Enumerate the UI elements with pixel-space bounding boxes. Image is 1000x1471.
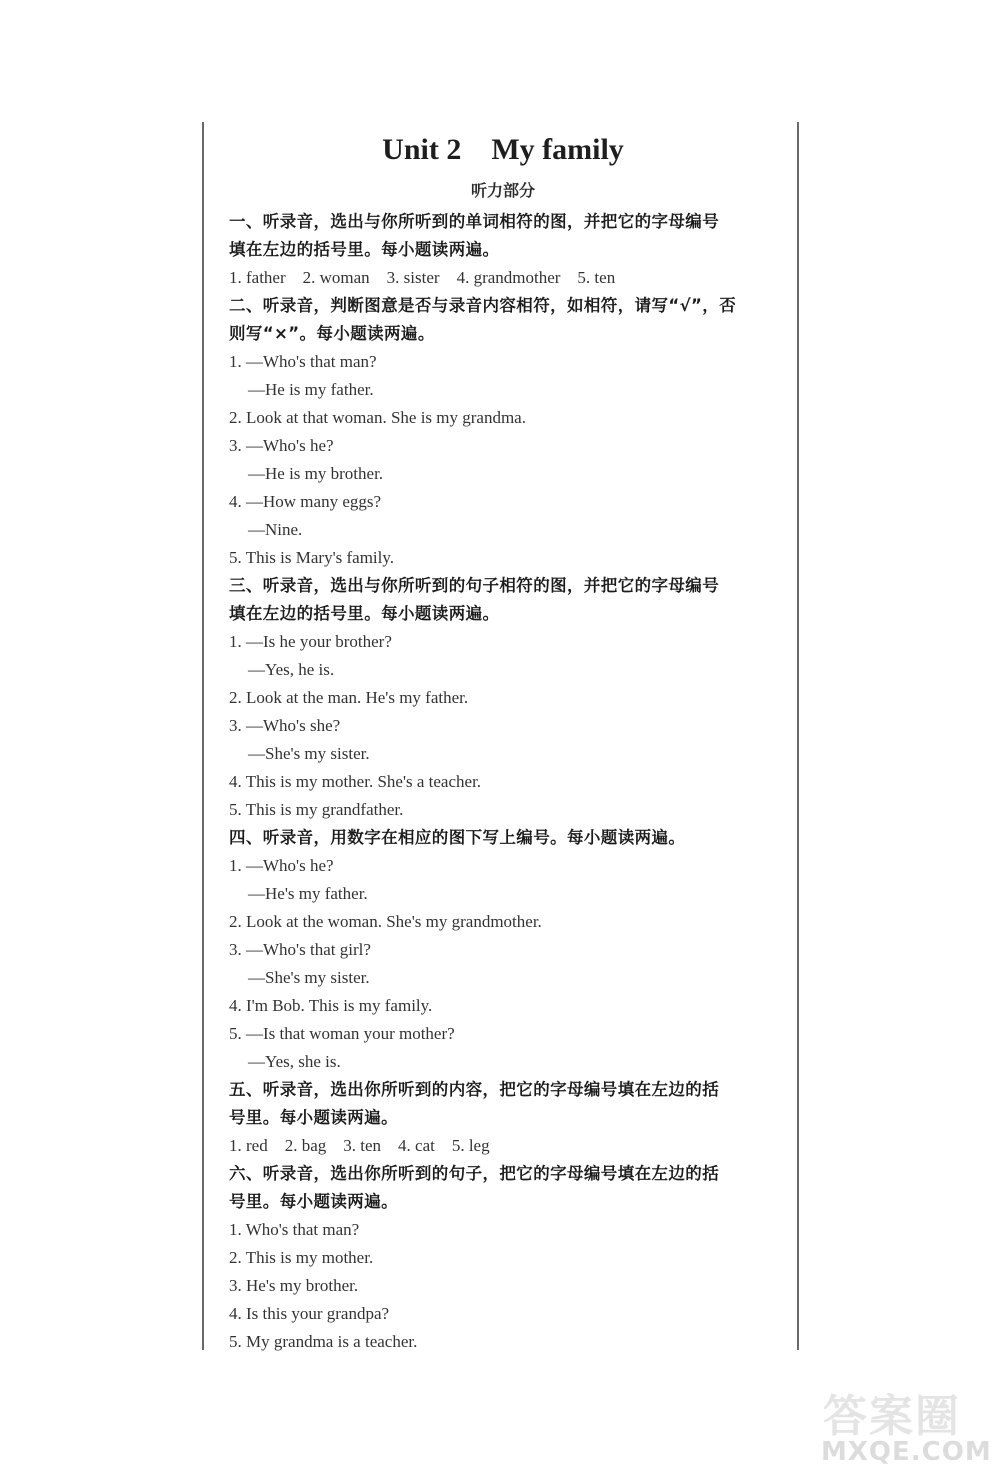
transcript-line: 2. This is my mother. [229, 1248, 374, 1267]
transcript-line: 3. —Who's he? [229, 436, 334, 455]
exercise-section [229, 292, 777, 572]
transcript-line: 5. This is Mary's family. [229, 548, 395, 567]
transcript-line: —He's my father. [248, 884, 368, 903]
transcript-line: 1. father 2. woman 3. sister 4. grandmother 5. ten [229, 268, 616, 287]
section-heading: 一、听录音，选出与你所听到的单词相符的图，并把它的字母编号 [229, 212, 720, 231]
transcript-line: 4. This is my mother. She's a teacher. [229, 772, 482, 791]
transcript-line: —He is my brother. [248, 464, 384, 483]
section-heading: 号里。每小题读两遍。 [229, 1108, 398, 1127]
section-heading: 填在左边的括号里。每小题读两遍。 [229, 604, 500, 623]
transcript-line: 2. Look at that woman. She is my grandma. [229, 408, 526, 427]
left-margin-rule [202, 122, 204, 1350]
transcript-line: 1. red 2. bag 3. ten 4. cat 5. leg [229, 1136, 490, 1155]
worksheet-page [229, 128, 777, 1356]
transcript-line: 4. Is this your grandpa? [229, 1304, 390, 1323]
section-heading: 号里。每小题读两遍。 [229, 1192, 398, 1211]
section-heading: 二、听录音，判断图意是否与录音内容相符，如相符，请写“√”，否 [229, 296, 737, 315]
transcript-line: —Nine. [248, 520, 303, 539]
watermark-logo: 答案圈 [823, 1391, 961, 1442]
transcript-line: 1. —Who's he? [229, 856, 334, 875]
transcript-line: —Yes, she is. [248, 1052, 341, 1071]
section-heading: 六、听录音，选出你所听到的句子，把它的字母编号填在左边的括 [229, 1164, 720, 1183]
section-heading: 五、听录音，选出你所听到的内容，把它的字母编号填在左边的括 [229, 1080, 720, 1099]
exercise-section [229, 1076, 777, 1160]
exercise-section [229, 208, 777, 292]
transcript-line: 5. This is my grandfather. [229, 800, 404, 819]
transcript-line: 1. Who's that man? [229, 1220, 360, 1239]
section-subtitle: 听力部分 [470, 181, 535, 200]
transcript-line: 4. —How many eggs? [229, 492, 382, 511]
transcript-line: —Yes, he is. [248, 660, 335, 679]
section-heading: 则写“×”。每小题读两遍。 [229, 324, 435, 343]
transcript-line: 5. My grandma is a teacher. [229, 1332, 418, 1351]
section-heading: 四、听录音，用数字在相应的图下写上编号。每小题读两遍。 [229, 828, 686, 847]
section-heading: 三、听录音，选出与你所听到的句子相符的图，并把它的字母编号 [229, 576, 720, 595]
watermark-url: MXQE.COM [821, 1437, 992, 1467]
transcript-line: 1. —Who's that man? [229, 352, 377, 371]
transcript-line: 2. Look at the man. He's my father. [229, 688, 469, 707]
transcript-line: 3. —Who's that girl? [229, 940, 371, 959]
exercise-section [229, 1160, 777, 1356]
transcript-line: 5. —Is that woman your mother? [229, 1024, 455, 1043]
transcript-line: 4. I'm Bob. This is my family. [229, 996, 433, 1015]
transcript-line: 3. —Who's she? [229, 716, 341, 735]
transcript-line: —She's my sister. [248, 968, 370, 987]
transcript-line: 3. He's my brother. [229, 1276, 359, 1295]
unit-title: Unit 2 My family [382, 133, 624, 166]
transcript-line: 1. —Is he your brother? [229, 632, 392, 651]
watermark [795, 1391, 992, 1467]
exercise-section [229, 824, 777, 1076]
right-margin-rule [797, 122, 799, 1350]
exercise-section [229, 572, 777, 824]
exercise-sections [229, 208, 777, 1356]
transcript-line: 2. Look at the woman. She's my grandmother. [229, 912, 542, 931]
transcript-line: —She's my sister. [248, 744, 370, 763]
transcript-line: —He is my father. [248, 380, 374, 399]
section-heading: 填在左边的括号里。每小题读两遍。 [229, 240, 500, 259]
